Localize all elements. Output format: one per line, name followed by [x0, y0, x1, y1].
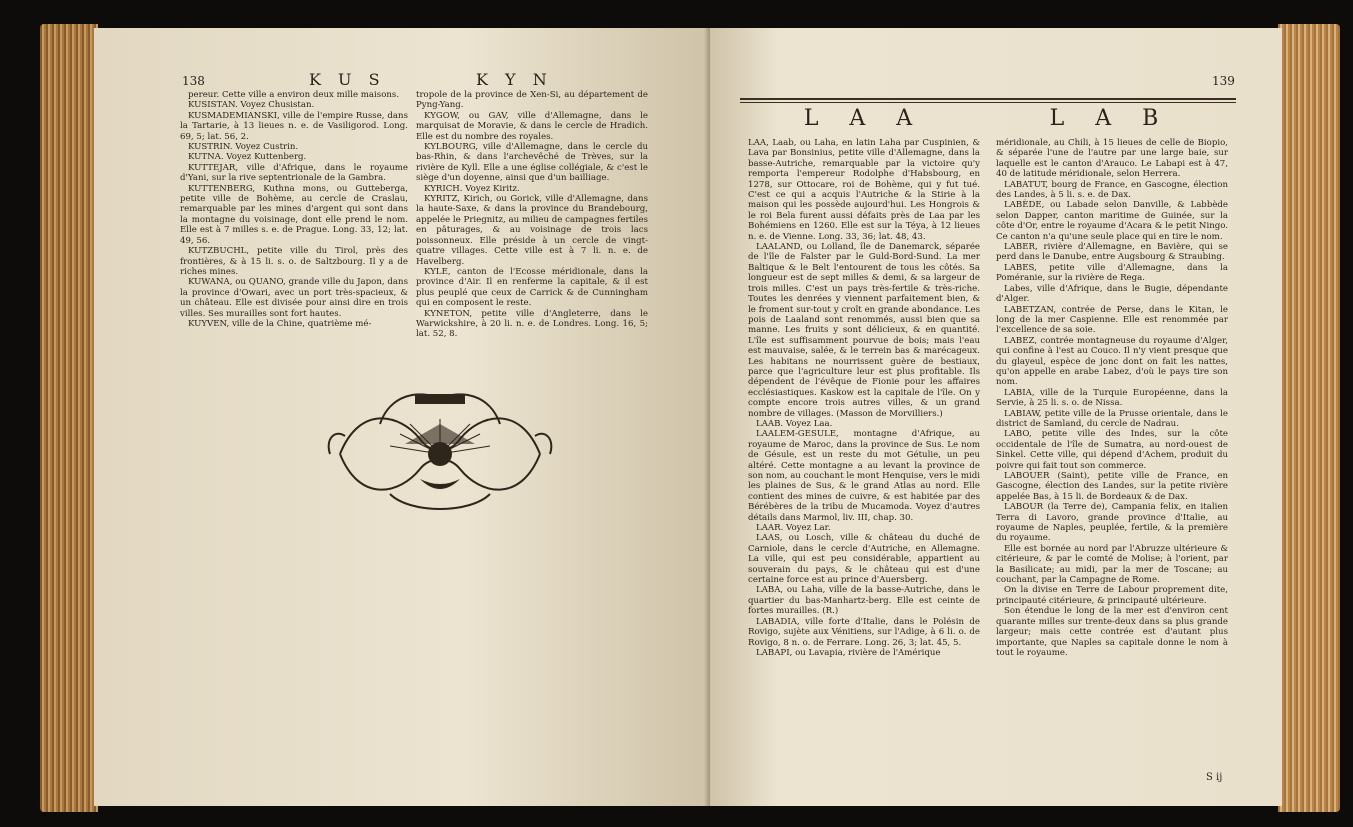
- entry: KUSMADEMIANSKI, ville de l'empire Russe, dans la Tartarie, à 13 lieues n. e. de Vasiligorod. Long. 69, 5; lat. 56, 2.: [180, 110, 408, 142]
- cul-de-lampe-ornament: [320, 384, 560, 524]
- entry: pereur. Cette ville a environ deux mille maisons.: [188, 90, 400, 100]
- entry: LABES, petite ville d'Allemagne, dans la Poméranie, sur la rivière de Rega.: [996, 262, 1228, 284]
- entry: KUSTRIN. Voyez Custrin.: [188, 142, 299, 153]
- running-head-right: K Y N: [476, 70, 553, 89]
- entry: KYRITZ, Kirich, ou Gorick, ville d'Allemagne, dans la haute-Saxe, & dans la province du Brandebourg, appelée le Priegnitz, au milieu de campagnes fertiles en pâturages, & au voisinage de trois lacs poissonneux. Elle préside à un cercle de vingt-quatre villages. Cette ville est à 7 li. n. e. de Havelberg.: [416, 194, 648, 267]
- entry: KUSISTAN. Voyez Chusistan.: [188, 100, 315, 111]
- entry: tropole de la province de Xen-Si, au département de Pyng-Yang.: [416, 90, 648, 111]
- entry: LABAPI, ou Lavapia, rivière de l'Amérique: [756, 647, 941, 658]
- entry: KUWANA, ou QUANO, grande ville du Japon, dans la province d'Owari, avec un port très-spacieux, & un château. Elle est divisée pour ainsi dire en trois villes. Ses murailles sont fort hautes.: [180, 277, 408, 319]
- entry: LABOUR (la Terre de), Campania felix, en italien Terra di Lavoro, grande province d'Italie, au royaume de Naples, peuplée, fertile, & la première du royaume.: [996, 502, 1228, 544]
- entry: LABÈDE, ou Labade selon Danville, & Labbède selon Dapper, canton maritime de Guinée, sur la côte d'Or, entre le royaume d'Acara & le petit Ningo. Ce canton n'a qu'une seule place qui en tire le nom.: [996, 200, 1228, 242]
- signature-mark: S ij: [1206, 772, 1223, 783]
- entry: KYNETON, petite ville d'Angleterre, dans le Warwickshire, à 20 li. n. e. de Londres. Long. 16, 5; lat. 52, 8.: [416, 308, 648, 340]
- header-rule-thin: [740, 102, 1236, 103]
- left-page: [94, 28, 710, 806]
- section-title-laa: L A A: [803, 106, 925, 131]
- header-rule: [740, 98, 1236, 100]
- entry: KYLBOURG, ville d'Allemagne, dans le cercle du bas-Rhin, & dans l'archevêché de Trèves, sur la rivière de Kyll. Elle a une église collégiale, & c'est le siège d'un doyenne, ainsi que d'un bailliage.: [416, 142, 648, 184]
- right-page-column-2: [996, 138, 1228, 658]
- page-number-right: 139: [1212, 74, 1235, 88]
- entry: Elle est bornée au nord par l'Abruzze ultérieure & citérieure, & par le comté de Molise; à l'orient, par la Basilicate; au midi, par la mer de Toscane; au couchant, par la Campagne de Rome.: [996, 543, 1228, 586]
- entry: LAALAND, ou Lolland, île de Danemarck, séparée de l'île de Falster par le Guld-Bord-Sund. La mer Baltique & le Belt l'entourent de tous les côtés. Sa longueur est de sept milles & demi, & sa largeur de trois milles. C'est un pays très-fertile & très-riche. Toutes les denrées y viennent parfaitement bien, & le froment sur-tout y croît en grande abondance. Les pois de Laaland sont renommés, aussi bien que sa manne. Les fruits y sont délicieux, & en quantité. L'île est suffisamment pourvue de bois; mais l'eau est mauvaise, salée, & le terrein bas & marécageux. Les habitans ne nourrissent guère de bestiaux, parce que l'agriculture leur est plus profitable. Ils dépendent de l'évêque de Fionie pour les affaires ecclésiastiques. Kaskow est la capitale de l'île. On y compte encore trois autres villes, & un grand nombre de villages. (Masson de Morvilliers.): [748, 242, 980, 419]
- entry: KYGOW, ou GAV, ville d'Allemagne, dans le marquisat de Moravie, & dans le cercle de Hradich. Elle est du nombre des royales.: [416, 110, 648, 142]
- entry: méridionale, au Chili, à 15 lieues de celle de Biopio, & séparée l'une de l'autre par une large baie, sur laquelle est le canton d'Arauco. Le Labapi est à 47, 40 de latitude méridionale, selon Herrera.: [996, 138, 1228, 180]
- entry: KUTTEJAR, ville d'Afrique, dans le royaume d'Yani, sur la rive septentrionale de la Gambra.: [180, 162, 408, 184]
- entry: KUTZBUCHL, petite ville du Tirol, près des frontières, & à 15 li. s. o. de Saltzbourg. Il y a de riches mines.: [180, 246, 408, 277]
- entry: KUYVEN, ville de la Chine, quatrième mé-: [188, 318, 372, 329]
- right-page-edges: [1278, 24, 1340, 812]
- entry: LABOUER (Saint), petite ville de France, en Gascogne, élection des Landes, sur la petite rivière appelée Bas, à 15 li. de Bordeaux & de Dax.: [996, 471, 1228, 502]
- open-book: [40, 18, 1340, 818]
- entry: On la divise en Terre de Labour proprement dite, principauté citérieure, & principauté ultérieure.: [996, 585, 1228, 606]
- section-title-lab: L A B: [1049, 106, 1171, 131]
- entry: LABA, ou Laha, ville de la basse-Autriche, dans le quartier du bas-Manhartz-berg. Elle est ceinte de fortes murailles. (R.): [748, 585, 980, 617]
- entry: LABIA, ville de la Turquie Européenne, dans la Servie, à 25 li. s. o. de Nissa.: [996, 387, 1228, 409]
- right-page-column-1: [748, 138, 980, 658]
- left-page-column-1: [180, 90, 408, 329]
- page-number-left: 138: [182, 74, 205, 88]
- left-page-edges: [40, 24, 98, 812]
- running-head-left: K U S: [309, 70, 386, 89]
- entry: LAAR. Voyez Lar.: [756, 523, 831, 534]
- entry: LAALEM-GESULE, montagne d'Afrique, au royaume de Maroc, dans la province de Sus. Le nom de Gésule, est un reste du mot Gétulie, un peu altéré. Cette montagne a au levant la province de son nom, au couchant le mont Henquise, vers le midi les plaines de Sus, & le grand Atlas au nord. Elle contient des mines de cuivre, & est habitée par des Bérébères de la tribu de Mucamoda. Voyez d'autres détails dans Marmol, liv. III, chap. 30.: [748, 429, 980, 523]
- entry: LABEZ, contrée montagneuse du royaume d'Alger, qui confine à l'est au Couco. Il n'y vient presque que du glayeul, espèce de jonc dont on fait les nattes, qu'on appelle en arabe Labez, d'où le pays tire son nom.: [996, 335, 1228, 388]
- entry: KYLE, canton de l'Ecosse méridionale, dans la province d'Air. Il en renferme la capitale, & il est plus peuplé que ceux de Carrick & de Cunningham qui en composent le reste.: [416, 266, 648, 309]
- entry: LAAS, ou Losch, ville & château du duché de Carniole, dans le cercle d'Autriche, en Allemagne. La ville, qui est peu considérable, appartient au souverain du pays, & le château qui est d'une certaine force est au prince d'Auersberg.: [748, 533, 980, 586]
- entry: Labes, ville d'Afrique, dans le Bugie, dépendante d'Alger.: [996, 283, 1228, 305]
- entry: LABADIA, ville forte d'Italie, dans le Polésin de Rovigo, sujète aux Vénitiens, sur l'Adige, à 6 li. o. de Rovigo, 8 n. o. de Ferrare. Long. 26, 3; lat. 45, 5.: [748, 616, 980, 648]
- entry: KUTTENBERG, Kuthna mons, ou Gutteberga, petite ville de Bohème, au cercle de Craslau, remarquable par les mines d'argent qui sont dans la montagne du voisinage, dont elle prend le nom. Elle est à 7 milles s. e. de Prague. Long. 33, 12; lat. 49, 56.: [180, 183, 408, 246]
- entry: Son étendue le long de la mer est d'environ cent quarante milles sur trente-deux dans sa plus grande largeur; mais cette contrée est d'autant plus importante, que Naples sa capitale donne le nom à tout le royaume.: [996, 606, 1228, 658]
- entry: LABO, petite ville des Indes, sur la côte occidentale de l'île de Sumatra, au nord-ouest de Sinkel. Cette ville, qui dépend d'Achem, produit du poivre qui fait tout son commerce.: [996, 429, 1228, 471]
- entry: LABER, rivière d'Allemagne, en Bavière, qui se perd dans le Danube, entre Augsbourg & Straubing.: [996, 242, 1228, 263]
- left-page-column-2: [416, 90, 648, 340]
- entry: KUTNA. Voyez Kuttenberg.: [188, 152, 307, 163]
- entry: LAA, Laab, ou Laha, en latin Laha par Cuspinien, & Lava par Bonsinius, petite ville d'Allemagne, dans la basse-Autriche, remarquable par la victoire qu'y remporta l'empereur Rodolphe d'Habsbourg, en 1278, sur Ottocare, roi de Bohème, qui y fut tué. C'est ce qui a acquis l'Autriche & la Stirie à la maison qui les possède aujourd'hui. Les Hongrois & le roi Bela furent aussi défaits près de Laa par les Bohémiens en 1260. Elle est sur la Téya, à 12 lieues n. e. de Vienne. Long. 33, 36; lat. 48, 43.: [748, 138, 980, 242]
- entry: LABIAW, petite ville de la Prusse orientale, dans le district de Samland, du cercle de Nadrau.: [996, 408, 1228, 429]
- entry: LABETZAN, contrée de Perse, dans le Kitan, le long de la mer Caspienne. Elle est renommée par l'excellence de sa soie.: [996, 304, 1228, 336]
- right-page: [710, 28, 1282, 806]
- entry: LABATUT, bourg de France, en Gascogne, élection des Landes, à 5 li. s. e. de Dax.: [996, 179, 1228, 201]
- entry: KYRICH. Voyez Kiritz.: [424, 183, 520, 194]
- entry: LAAB. Voyez Laa.: [756, 418, 833, 429]
